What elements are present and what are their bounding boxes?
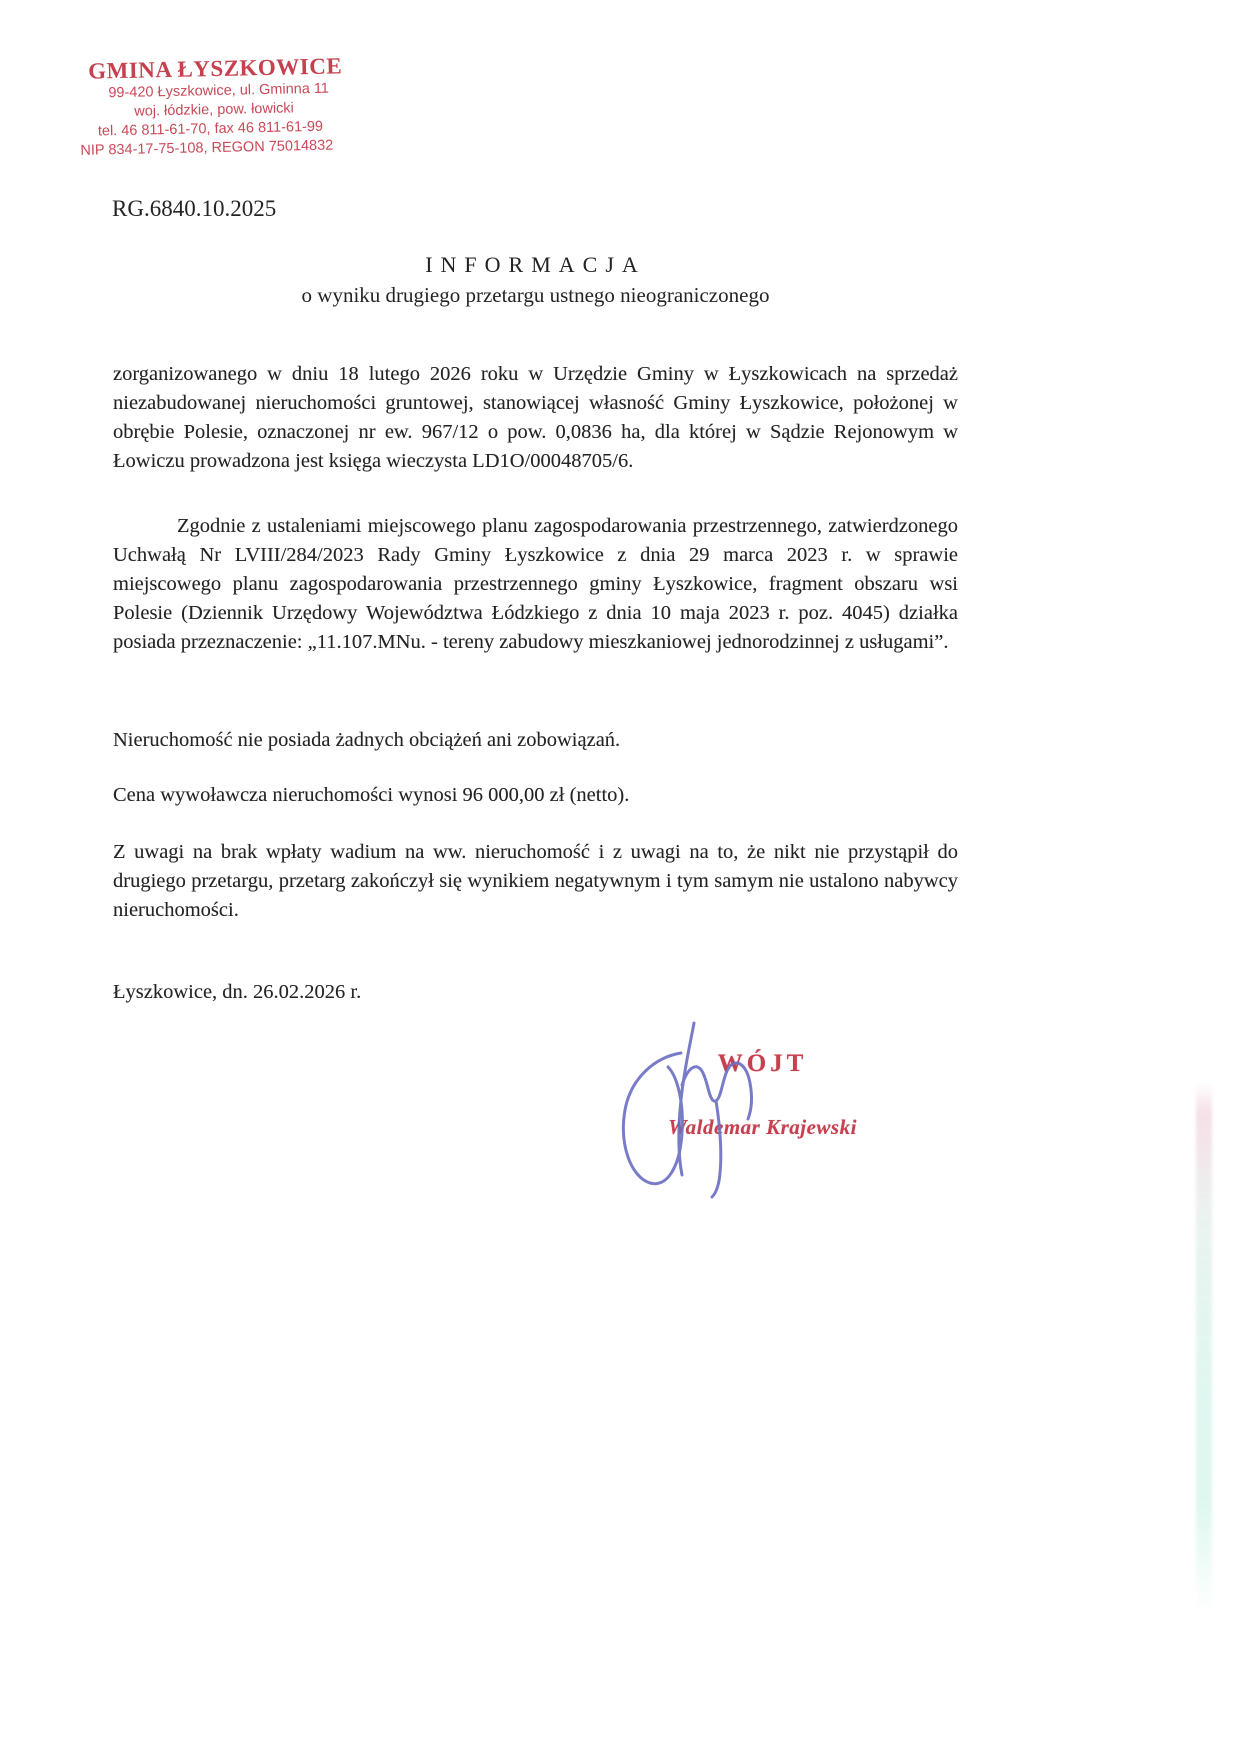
scanner-streak-artifact: [1196, 1082, 1212, 1612]
body-paragraph-2: Zgodnie z ustaleniami miejscowego planu zagospodarowania przestrzennego, zatwierdzonego Uchwałą Nr LVIII/284/2023 Rady Gminy Łyszkowice z dnia 29 marca 2023 r. w sprawie miejscowego planu zagospodarowania przestrzennego gminy Łyszkowice, fragment obszaru wsi Polesie (Dziennik Urzędowy Województwa Łódzkiego z dnia 10 maja 2023 r. poz. 4045) działka posiada przeznaczenie: „11.107.MNu. - tereny zabudowy mieszkaniowej jednorodzinnej z usługami”.: [113, 515, 958, 653]
body-paragraph-4: Cena wywoławcza nieruchomości wynosi 96 000,00 zł (netto).: [113, 784, 630, 806]
reference-number: RG.6840.10.2025: [112, 196, 277, 221]
document-subtitle: o wyniku drugiego przetargu ustnego nieograniczonego: [301, 283, 770, 307]
letterhead-region: woj. łódzkie, pow. łowicki: [134, 100, 294, 120]
signature-block: [640, 1050, 885, 1140]
document-title: INFORMACJA: [425, 252, 646, 277]
letterhead-address: 99-420 Łyszkowice, ul. Gminna 11: [108, 80, 330, 102]
signer-name-stamp: Waldemar Krajewski: [668, 1115, 857, 1139]
body-paragraph-1: zorganizowanego w dniu 18 lutego 2026 roku w Urzędzie Gminy w Łyszkowicach na sprzedaż niezabudowanej nieruchomości gruntowej, stanowiącej własność Gminy Łyszkowice, położonej w obrębie Polesie, oznaczonej nr ew. 967/12 o pow. 0,0836 ha, dla której w Sądzie Rejonowym w Łowiczu prowadzona jest księga wieczysta LD1O/00048705/6.: [113, 363, 958, 472]
letterhead-stamp: [80, 53, 347, 160]
title-block: [113, 252, 958, 308]
letterhead-org-name: GMINA ŁYSZKOWICE: [87, 53, 343, 84]
body-paragraph-3: Nieruchomość nie posiada żadnych obciążeń ani zobowiązań.: [113, 729, 621, 751]
date-line: Łyszkowice, dn. 26.02.2026 r.: [113, 981, 362, 1003]
body-paragraph-5: Z uwagi na brak wpłaty wadium na ww. nieruchomość i z uwagi na to, że nikt nie przystąpił do drugiego przetargu, przetarg zakończył się wynikiem negatywnym i tym samym nie ustalono nabywcy nieruchomości.: [113, 841, 958, 921]
wojt-stamp-title: WÓJT: [717, 1050, 808, 1077]
letterhead-phone: tel. 46 811-61-70, fax 46 811-61-99: [97, 118, 324, 140]
letterhead-ids: NIP 834-17-75-108, REGON 75014832: [80, 137, 334, 159]
